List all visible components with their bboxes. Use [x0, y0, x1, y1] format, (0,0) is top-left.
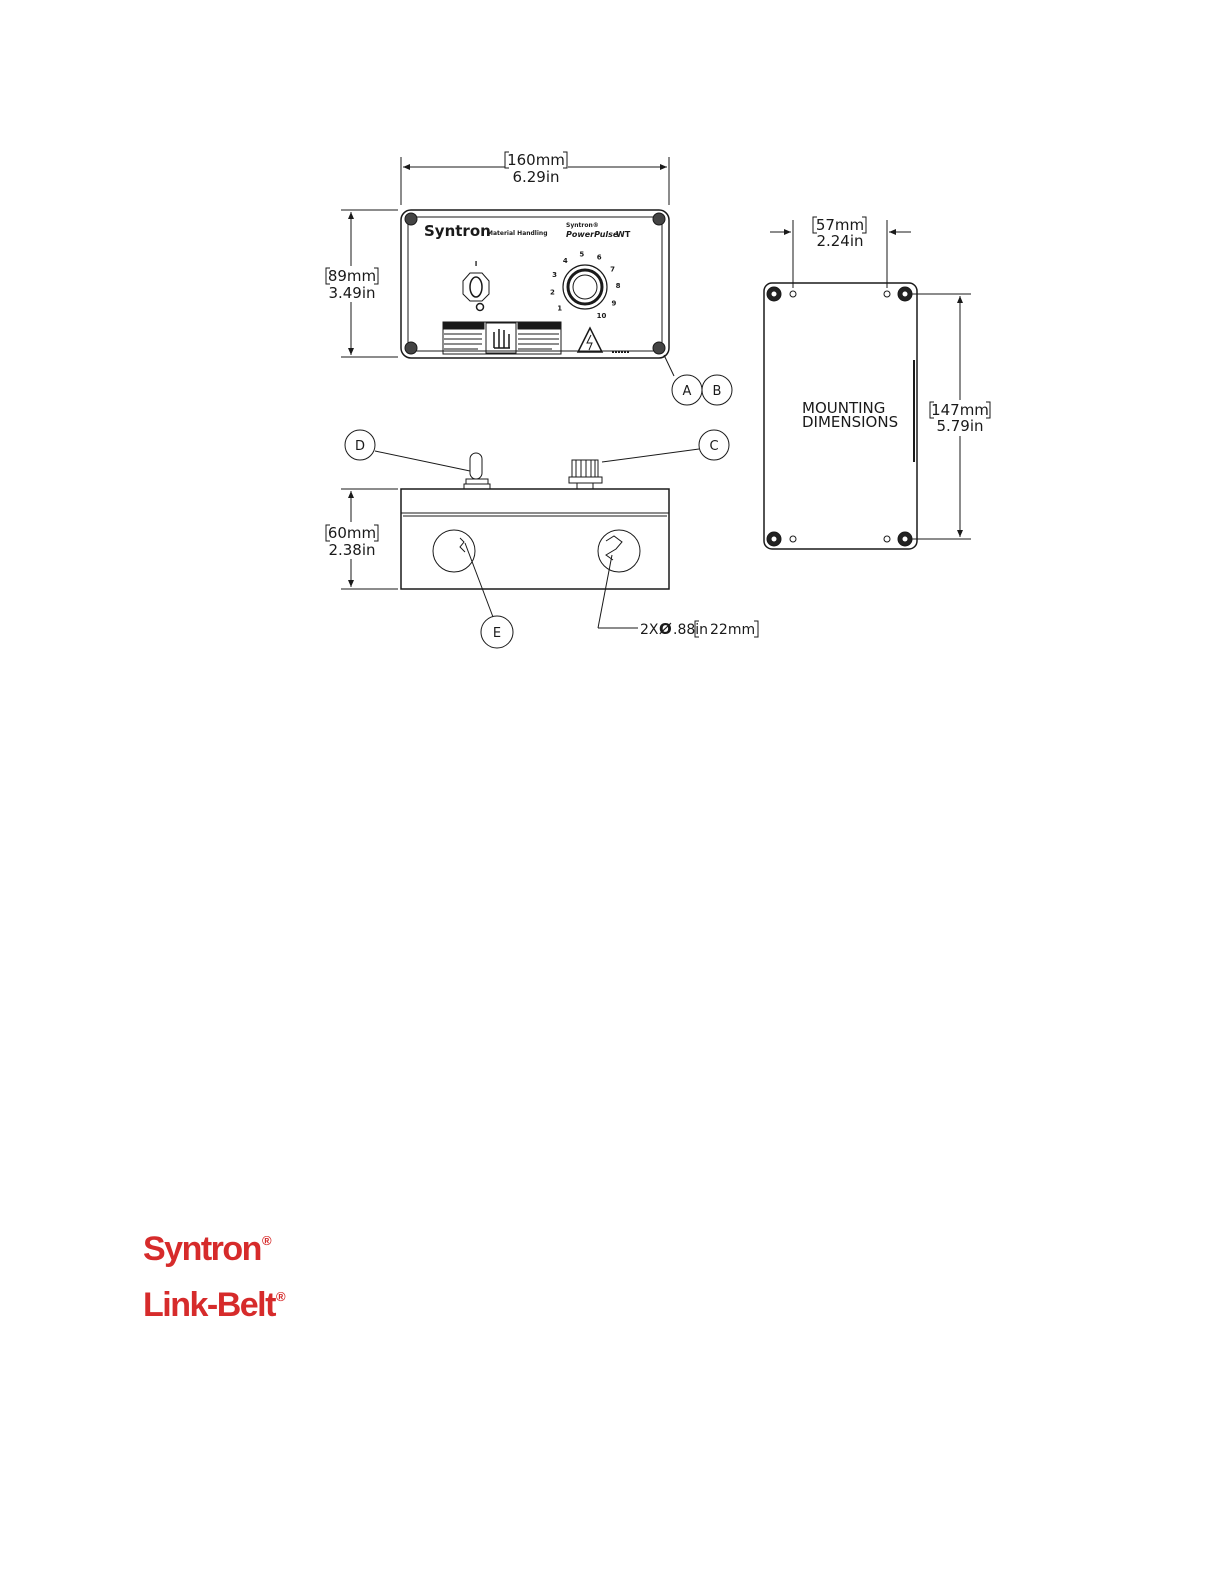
- side-height-mm: 60mm: [327, 524, 377, 542]
- panel-product-1: Syntron®: [566, 222, 599, 229]
- panel-product-2: PowerPulse: [566, 230, 619, 239]
- callout-d: D: [354, 439, 366, 454]
- hole-size-in: .88in: [673, 622, 709, 638]
- switch-on-label: I: [474, 260, 478, 268]
- linkbelt-logo: Link-Belt®: [143, 1286, 286, 1324]
- panel-brand: Syntron: [424, 222, 491, 240]
- mount-height-in: 5.79in: [936, 417, 984, 435]
- side-view: [326, 430, 758, 648]
- callout-a: A: [682, 384, 692, 399]
- width-in: 6.29in: [512, 168, 560, 186]
- mount-width-in: 2.24in: [816, 232, 864, 250]
- electric-bolt-icon: [587, 335, 592, 350]
- dial-number: 2: [549, 288, 555, 297]
- height-mm: 89mm: [327, 267, 377, 285]
- dial-number: 9: [611, 299, 617, 308]
- hole-callout-qty: 2X: [640, 622, 659, 638]
- warning-labels: [443, 322, 561, 354]
- callout-ab: [664, 355, 732, 405]
- panel-brand-sub: Material Handling: [487, 230, 548, 237]
- callout-c: C: [709, 439, 719, 454]
- panel-product-model: WT: [616, 230, 631, 239]
- toggle-switch: [463, 273, 489, 311]
- dial-number: 5: [579, 250, 585, 259]
- speed-dial: [563, 265, 607, 309]
- dial-number: 1: [557, 304, 563, 313]
- mount-width-mm: 57mm: [815, 216, 865, 234]
- callout-e: E: [492, 626, 502, 641]
- dial-number: 7: [610, 265, 616, 274]
- dial-number: 4: [562, 257, 568, 265]
- dial-numbers: [550, 251, 621, 320]
- callout-b: B: [712, 384, 722, 399]
- mounting-label-2: DIMENSIONS: [802, 413, 899, 431]
- height-in: 3.49in: [328, 284, 376, 302]
- dial-number: 3: [552, 271, 557, 279]
- side-knob: [569, 460, 602, 489]
- dial-number: 10: [596, 312, 607, 321]
- syntron-logo: Syntron®: [143, 1230, 272, 1268]
- dial-number: 8: [615, 282, 621, 291]
- mounting-view: [764, 217, 990, 549]
- mounting-label-1: MOUNTING: [802, 399, 886, 417]
- side-height-in: 2.38in: [328, 541, 376, 559]
- diameter-symbol: Ø: [659, 620, 672, 638]
- mount-height-mm: 147mm: [931, 401, 989, 419]
- hole-size-mm: 22mm: [710, 622, 756, 638]
- width-mm: 160mm: [507, 151, 565, 169]
- dial-number: 6: [596, 253, 602, 262]
